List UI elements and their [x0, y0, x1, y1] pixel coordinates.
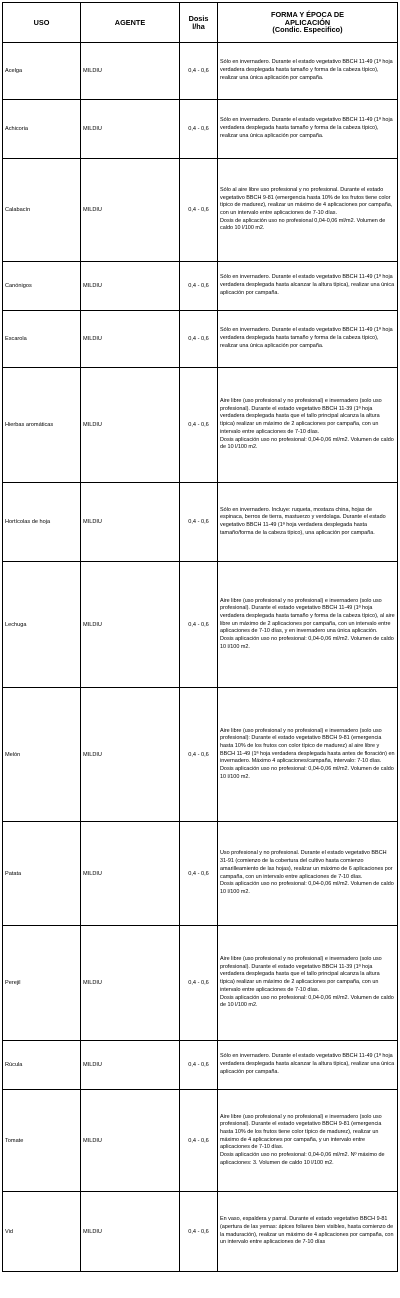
cell-forma [218, 562, 398, 688]
cell-agente: MILDIU [81, 483, 180, 562]
cell-uso: Hierbas aromáticas [3, 368, 81, 483]
forma-paragraph: Sólo en invernadero. Durante el estado vegetativo BBCH 11-49 (1ª hoja verdadera desplegada hasta tamaño y forma de la cabeza típico), realizar una única aplicación por campaña. [220, 327, 393, 349]
forma-paragraph: Aire libre (uso profesional y no profesional) e invernadero (solo uso profesional). Durante el estado vegetativo BBCH 9-81 (emergencia hasta 10% de los frutos tiene color típico de madurez), realizar un máximo de 4 aplicaciones por campaña, y un intervalo entre aplicaciones de 7-10 días. [220, 1113, 382, 1151]
forma-paragraph: Sólo en invernadero. Durante el estado vegetativo BBCH 11-49 (1ª hoja verdadera desplegada hasta tamaño y forma de la cabeza típico), realizar una única aplicación por campaña. [220, 117, 393, 139]
header-agente: AGENTE [81, 3, 180, 43]
cell-forma [218, 822, 398, 926]
forma-paragraph: En vaso, espaldera y parral. Durante el estado vegetativo BBCH 9-81 (apertura de las yemas: ápices foliares bien visibles, hasta comienzo de la maduración), realizar un máximo de 4 aplicaciones por campaña, con un intervalo entre aplicaciones de 7-10 días [220, 1216, 394, 1246]
table-row [3, 688, 398, 822]
cell-forma [218, 311, 398, 368]
cell-uso: Patata [3, 822, 81, 926]
cell-uso: Achicoria [3, 100, 81, 159]
cell-dosis: 0,4 - 0,6 [180, 368, 218, 483]
cell-uso: Calabacín [3, 159, 81, 262]
cell-uso: Perejil [3, 926, 81, 1041]
cell-agente: MILDIU [81, 159, 180, 262]
cell-dosis: 0,4 - 0,6 [180, 926, 218, 1041]
cell-agente: MILDIU [81, 1041, 180, 1090]
forma-paragraph: Dosis aplicación uso no profesional: 0,04-0,06 ml/m2. Nº máximo de aplicaciones: 3. Volumen de caldo 10 l/100 m2. [220, 1152, 385, 1166]
cell-agente: MILDIU [81, 926, 180, 1041]
cell-dosis: 0,4 - 0,6 [180, 100, 218, 159]
cell-forma [218, 100, 398, 159]
cell-agente: MILDIU [81, 262, 180, 311]
forma-paragraph: Sólo en invernadero. Durante el estado vegetativo BBCH 11-49 (1ª hoja verdadera desplegada hasta alcanzar la altura típica), realizar una única aplicación por campaña. [220, 1053, 395, 1075]
table-row [3, 926, 398, 1041]
cell-dosis: 0,4 - 0,6 [180, 311, 218, 368]
header-dosis [180, 3, 218, 43]
cell-dosis: 0,4 - 0,6 [180, 688, 218, 822]
forma-paragraph: Aire libre (uso profesional y no profesional) e invernadero (solo uso profesional). Durante el estado vegetativo BBCH 11-49 (1ª hoja verdadera desplegada hasta tamaño y forma de la cabeza típico), al aire libre un máximo de 2 aplicaciones por campaña, con un intervalo entre aplicaciones de 7-10 días, y en invernadero una única aplicación. [220, 597, 395, 635]
cell-agente: MILDIU [81, 562, 180, 688]
table-row [3, 43, 398, 100]
table-row [3, 562, 398, 688]
cell-forma [218, 159, 398, 262]
cell-agente: MILDIU [81, 688, 180, 822]
cell-uso: Acelga [3, 43, 81, 100]
header-forma-line2: APLICACIÓN [284, 17, 331, 27]
uso-table [2, 2, 398, 1272]
forma-paragraph: Aire libre (uso profesional y no profesional) e invernadero (solo uso profesional). Durante el estado vegetativo BBCH 11-39 (1ª hoja verdadera desplegada hasta que el tallo principal alcanza la altura típica) realizar un máximo de 2 aplicaciones por campaña, con un intervalo entre aplicaciones de 7-10 días. [220, 398, 382, 435]
table-row [3, 100, 398, 159]
forma-paragraph: Dosis aplicación uso no profesional: 0,04-0,06 ml/m2. Volumen de caldo de 10 l/100 m2. [220, 994, 394, 1009]
forma-paragraph: Aire libre (uso profesional y no profesional) e invernadero (solo uso profesional): Durante el estado vegetativo BBCH 9-81 (emergencia hasta 10% de los frutos con color típico de madurez) al aire libre y BBCH 11-49 (1ª hoja verdadera desplegada hasta antes de floración) en invernadero. Máximo 4 aplicaciones/campaña, intervalo: 7-10 días. [220, 727, 395, 765]
cell-forma [218, 368, 398, 483]
cell-dosis: 0,4 - 0,6 [180, 483, 218, 562]
table-row [3, 368, 398, 483]
cell-uso: Escarola [3, 311, 81, 368]
table-row [3, 483, 398, 562]
cell-dosis: 0,4 - 0,6 [180, 159, 218, 262]
cell-agente: MILDIU [81, 311, 180, 368]
table-row [3, 822, 398, 926]
cell-forma [218, 483, 398, 562]
cell-uso: Melón [3, 688, 81, 822]
cell-forma [218, 1041, 398, 1090]
cell-forma [218, 688, 398, 822]
table-body [3, 43, 398, 1272]
cell-dosis: 0,4 - 0,6 [180, 262, 218, 311]
cell-agente: MILDIU [81, 368, 180, 483]
cell-forma [218, 43, 398, 100]
cell-dosis: 0,4 - 0,6 [180, 1192, 218, 1272]
forma-paragraph: Sólo en invernadero. Durante el estado vegetativo BBCH 11-49 (1ª hoja verdadera desplegada hasta alcanzar la altura típica), realizar una única aplicación por campaña. [220, 274, 395, 296]
table-header [3, 3, 398, 43]
cell-agente: MILDIU [81, 822, 180, 926]
table-row [3, 1192, 398, 1272]
cell-uso: Rúcula [3, 1041, 81, 1090]
header-dosis-line2: l/ha [192, 21, 205, 31]
header-forma-line1: FORMA Y ÉPOCA DE [271, 9, 344, 19]
cell-uso: Tomate [3, 1090, 81, 1192]
cell-dosis: 0,4 - 0,6 [180, 1041, 218, 1090]
cell-forma [218, 262, 398, 311]
forma-paragraph: Uso profesional y no profesional. Durante el estado vegetativo BBCH 31-91 (comienzo de la cobertura del cultivo hasta comienzo amarilleamiento de las hojas), realizar un máximo de 6 aplicaciones por campaña, con un intervalo entre aplicaciones de 7-10 días. [220, 850, 393, 880]
cell-uso: Canónigos [3, 262, 81, 311]
cell-agente: MILDIU [81, 1192, 180, 1272]
table-row [3, 311, 398, 368]
table-row [3, 1041, 398, 1090]
cell-dosis: 0,4 - 0,6 [180, 822, 218, 926]
table-row [3, 159, 398, 262]
forma-paragraph: Dosis aplicación uso no profesional: 0,04-0,06 ml/m2. Volumen de caldo 10 l/100 m2. [220, 766, 394, 780]
cell-agente: MILDIU [81, 1090, 180, 1192]
forma-paragraph: Sólo en invernadero. Durante el estado vegetativo BBCH 11-49 (1ª hoja verdadera desplegada hasta tamaño y forma de la cabeza típico), realizar una única aplicación por campaña. [220, 59, 393, 81]
cell-agente: MILDIU [81, 43, 180, 100]
table-row [3, 262, 398, 311]
cell-dosis: 0,4 - 0,6 [180, 43, 218, 100]
cell-agente: MILDIU [81, 100, 180, 159]
forma-paragraph: Dosis aplicación uso no profesional: 0,04-0,06 ml/m2. Volumen de caldo de 10 l/100 m2. [220, 436, 394, 451]
cell-forma [218, 1090, 398, 1192]
forma-paragraph: Sólo al aire libre uso profesional y no profesional. Durante el estado vegetativo BBCH 9-81 (emergencia hasta 10% de los frutos tiene color típico de madurez), realizar un máximo de 4 aplicaciones por campaña, con un intervalo entre aplicaciones de 7-10 días. [220, 186, 393, 216]
cell-uso: Vid [3, 1192, 81, 1272]
forma-paragraph: Sólo en invernadero. Incluye: ruqueta, mostaza china, hojas de espinaca, berros de tierra, mastuerzo y verdolaga. Durante el estado vegetativo BBCH 11-49 (1ª hoja verdadera desplegada hasta tamaño/forma de la cabeza típico), una aplicación por campaña. [220, 506, 386, 536]
cell-uso: Hortícolas de hoja [3, 483, 81, 562]
forma-paragraph: Aire libre (uso profesional y no profesional) e invernadero (solo uso profesional). Durante el estado vegetativo BBCH 11-39 (1ª hoja verdadera desplegada hasta que el tallo principal alcanza la altura típica) realizar un máximo de 2 aplicaciones por campaña, con un intervalo entre aplicaciones de 7-10 días. [220, 956, 382, 993]
cell-uso: Lechuga [3, 562, 81, 688]
cell-dosis: 0,4 - 0,6 [180, 562, 218, 688]
header-uso: USO [3, 3, 81, 43]
table-row [3, 1090, 398, 1192]
cell-dosis: 0,4 - 0,6 [180, 1090, 218, 1192]
cell-forma [218, 1192, 398, 1272]
forma-paragraph: Dosis aplicación uso no profesional: 0,04-0,06 ml/m2. Volumen de caldo 10 l/100 m2. [220, 881, 394, 895]
header-row [3, 3, 398, 43]
header-dosis-line1: Dosis [188, 13, 209, 23]
header-forma-line3: (Condic. Especifico) [272, 25, 343, 35]
forma-paragraph: Dosis aplicación uso no profesional: 0,04-0,06 ml/m2. Volumen de caldo 10 l/100 m2. [220, 636, 394, 650]
forma-paragraph: Dosis de aplicación uso no profesional 0,04-0,06 ml/m2. Volumen de caldo 10 l/100 m2. [220, 217, 386, 232]
cell-forma [218, 926, 398, 1041]
header-forma [218, 3, 398, 43]
